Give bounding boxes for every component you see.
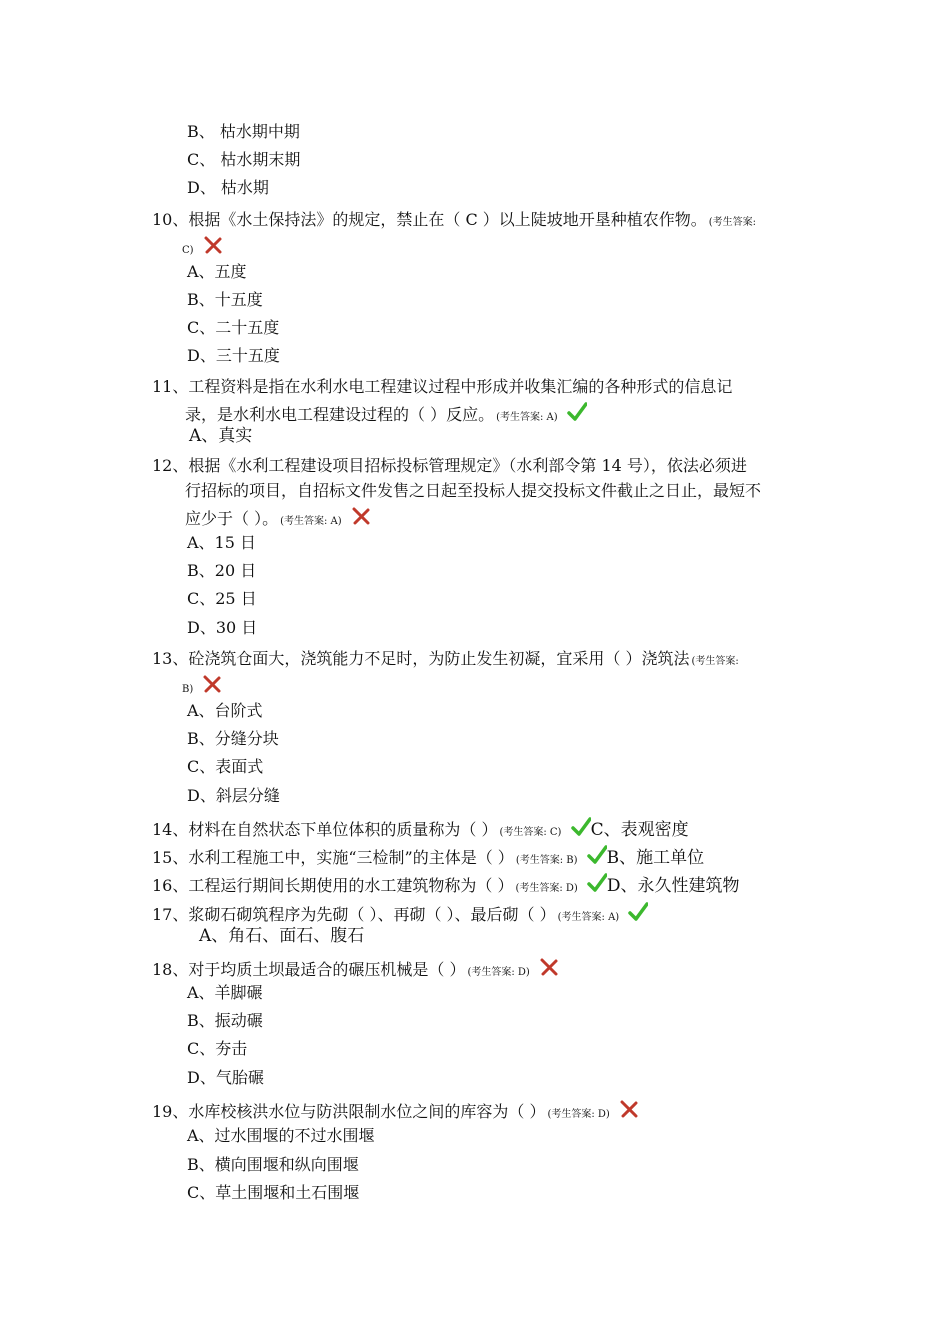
option-a: A、五度 [187, 262, 247, 281]
option-d: D、 枯水期 [187, 178, 269, 197]
option-d: D、斜层分缝 [187, 786, 280, 805]
cross-icon [539, 957, 559, 977]
question-13-note: B) [152, 674, 222, 700]
check-icon [587, 873, 607, 893]
option-b: B、分缝分块 [187, 729, 279, 748]
question-11-cont: 录，是水利水电工程建设过程的（ ）反应。 (考生答案: A) [185, 402, 587, 428]
option-c: C、草土围堰和土石围堰 [187, 1183, 360, 1202]
question-12-cont2: 应少于（ ）。 (考生答案: A) [185, 506, 371, 532]
question-12: 12、根据《水利工程建设项目招标投标管理规定》（水利部令第 14 号），依法必须进 [152, 456, 747, 475]
option-c: C、夯击 [187, 1039, 248, 1058]
question-12-cont: 行招标的项目，自招标文件发售之日起至投标人提交投标文件截止之日止，最短不 [185, 481, 762, 500]
cross-icon [203, 235, 223, 255]
question-15: 15、水利工程施工中，实施“三检制”的主体是（ ） (考生答案: B) B、施工单位 [152, 845, 704, 871]
check-icon [567, 402, 587, 422]
question-10: 10、根据《水土保持法》的规定，禁止在（ C ）以上陡坡地开垦种植农作物。 (考生答案: [152, 210, 757, 229]
answer-11: A、真实 [189, 426, 253, 446]
question-14: 14、材料在自然状态下单位体积的质量称为（ ） (考生答案: C) C、表观密度 [152, 817, 689, 843]
question-10-note: C) [152, 235, 223, 261]
cross-icon [619, 1099, 639, 1119]
option-d: D、气胎碾 [187, 1068, 264, 1087]
option-b: B、20 日 [187, 561, 257, 580]
question-13: 13、砼浇筑仓面大，浇筑能力不足时，为防止发生初凝，宜采用（ ）浇筑法 (考生答案: [152, 649, 739, 668]
check-icon [587, 845, 607, 865]
option-b: B、横向围堰和纵向围堰 [187, 1155, 359, 1174]
cross-icon [202, 674, 222, 694]
option-a: A、台阶式 [187, 701, 263, 720]
option-a: A、过水围堰的不过水围堰 [187, 1126, 375, 1145]
option-b: B、 枯水期中期 [187, 122, 300, 141]
option-c: C、25 日 [187, 589, 257, 608]
question-18: 18、对于均质土坝最适合的碾压机械是（ ） (考生答案: D) [152, 957, 559, 983]
answer-17: A、角石、面石、腹石 [199, 926, 365, 946]
option-b: B、振动碾 [187, 1011, 263, 1030]
option-d: D、三十五度 [187, 346, 280, 365]
option-c: C、 枯水期末期 [187, 150, 301, 169]
option-b: B、十五度 [187, 290, 263, 309]
option-a: A、羊脚碾 [187, 983, 263, 1002]
question-11: 11、工程资料是指在水利水电工程建议过程中形成并收集汇编的各种形式的信息记 [152, 377, 733, 396]
option-d: D、30 日 [187, 618, 258, 637]
option-c: C、表面式 [187, 757, 264, 776]
option-a: A、15 日 [187, 533, 257, 552]
question-19: 19、水库校核洪水位与防洪限制水位之间的库容为（ ） (考生答案: D) [152, 1099, 639, 1125]
question-17: 17、浆砌石砌筑程序为先砌（ ）、再砌（ ）、最后砌（ ） (考生答案: A) [152, 902, 648, 928]
check-icon [628, 902, 648, 922]
option-c: C、二十五度 [187, 318, 280, 337]
question-16: 16、工程运行期间长期使用的水工建筑物称为（ ） (考生答案: D) D、永久性建筑物 [152, 873, 740, 899]
cross-icon [351, 506, 371, 526]
check-icon [571, 817, 591, 837]
